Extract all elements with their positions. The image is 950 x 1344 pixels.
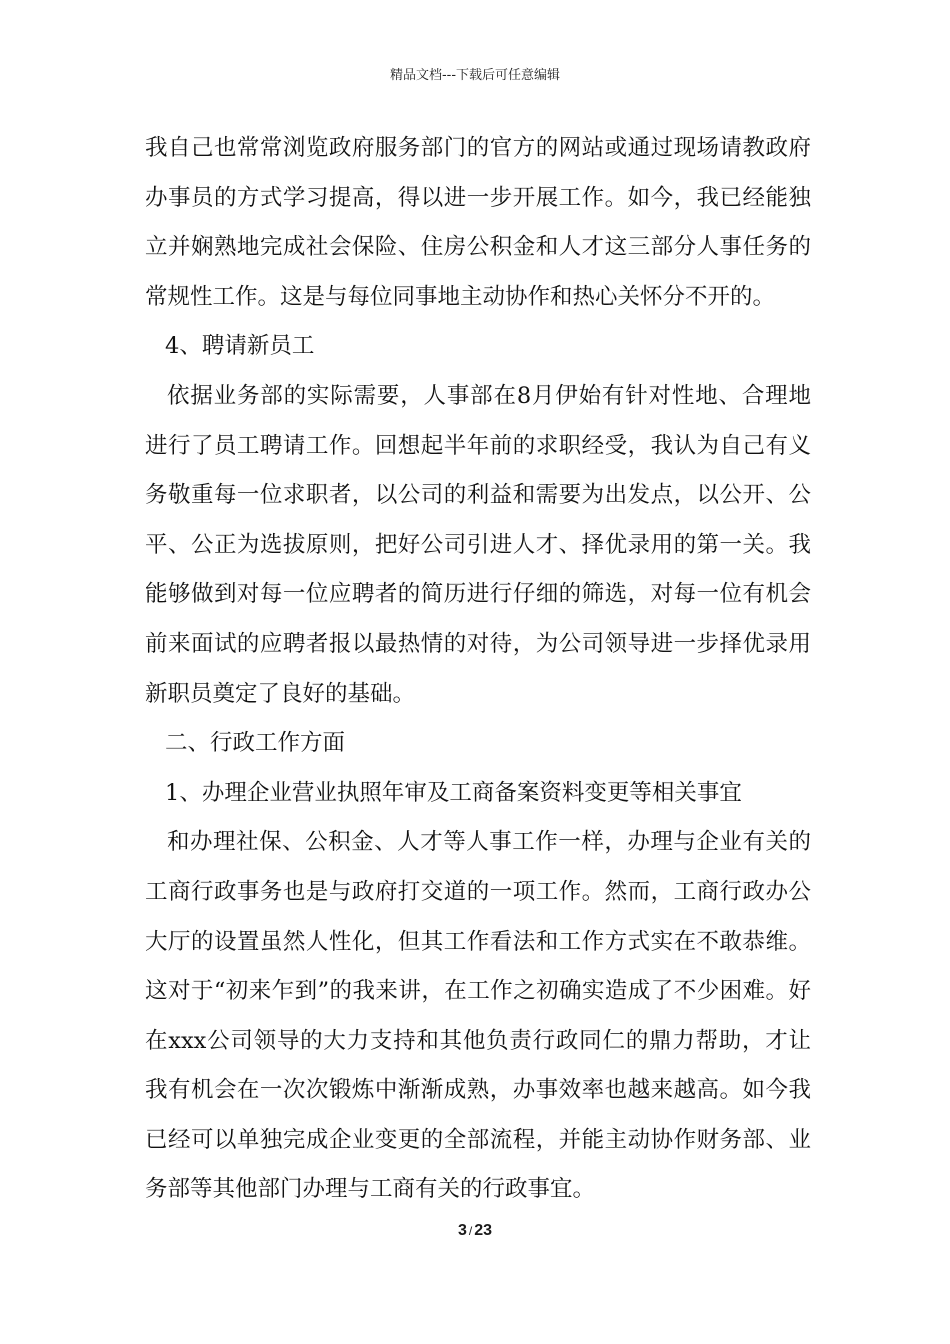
body-paragraph-1: 我自己也常常浏览政府服务部门的官方的网站或通过现场请教政府办事员的方式学习提高，得以进一步开展工作。如今，我已经能独立并娴熟地完成社会保险、住房公积金和人才这三部分人事任务的常规性工作。这是与每位同事地主动协作和热心关怀分不开的。 [145, 135, 811, 310]
body-paragraph-2: 依据业务部的实际需要，人事部在8月伊始有针对性地、合理地进行了员工聘请工作。回想起半年前的求职经受，我认为自己有义务敬重每一位求职者，以公司的利益和需要为出发点，以公开、公平、公正为选拔原则，把好公司引进人才、择优录用的第一关。我能够做到对每一位应聘者的简历进行仔细的筛选，对每一位有机会前来面试的应聘者报以最热情的对待，为公司领导进一步择优录用新职员奠定了良好的基础。 [145, 382, 811, 707]
section-heading-license: 1、办理企业营业执照年审及工商备案资料变更等相关事宜 [165, 779, 742, 806]
document-body [145, 124, 811, 1215]
section-heading-recruit: 4、聘请新员工 [165, 333, 315, 360]
page-header: 精品文档---下载后可任意编辑 [389, 68, 561, 83]
body-paragraph-3: 和办理社保、公积金、人才等人事工作一样，办理与企业有关的工商行政事务也是与政府打交道的一项工作。然而，工商行政办公大厅的设置虽然人性化，但其工作看法和工作方式实在不敢恭维。这对于“初来乍到”的我来讲，在工作之初确实造成了不少困难。好在xxx公司领导的大力支持和其他负责行政同仁的鼎力帮助，才让我有机会在一次次锻炼中渐渐成熟，办事效率也越来越高。如今我已经可以单独完成企业变更的全部流程，并能主动协作财务部、业务部等其他部门办理与工商有关的行政事宜。 [145, 829, 811, 1203]
page-number [0, 1222, 950, 1240]
page-separator: / [468, 1224, 473, 1238]
current-page-number: 3 [457, 1222, 467, 1239]
section-heading-admin: 二、行政工作方面 [165, 730, 346, 757]
total-pages-number: 23 [474, 1222, 493, 1239]
